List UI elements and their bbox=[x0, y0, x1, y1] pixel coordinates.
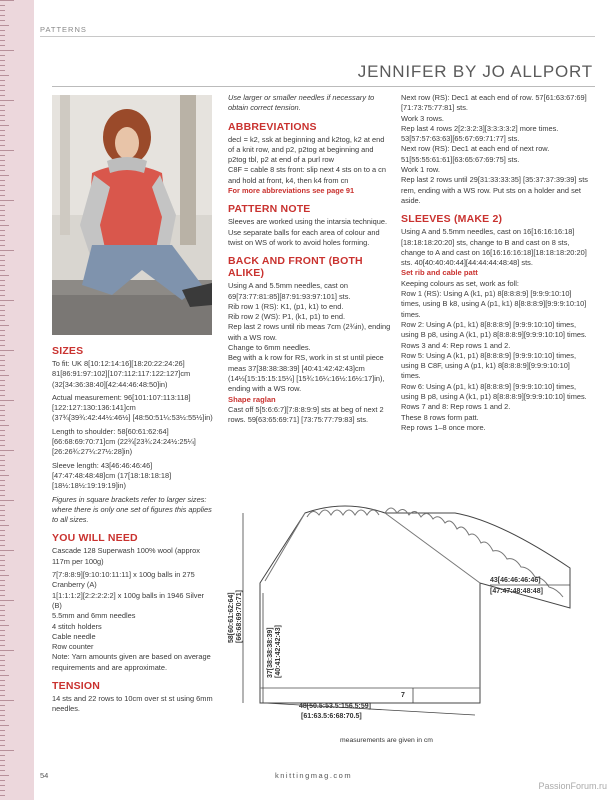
ruler-tick bbox=[0, 465, 5, 466]
ruler-tick bbox=[0, 630, 5, 631]
ruler-tick bbox=[0, 715, 5, 716]
ruler-tick bbox=[0, 35, 5, 36]
ruler-tick bbox=[0, 480, 5, 481]
holders-text: 4 stitch holders bbox=[52, 621, 102, 631]
ruler-tick bbox=[0, 425, 9, 426]
ruler-tick bbox=[0, 230, 5, 231]
keeping-colours: Keeping colours as set, work as foll: bbox=[401, 278, 519, 288]
sleeve-rows-7-8: Rows 7 and 8: Rep rows 1 and 2. bbox=[401, 402, 511, 412]
ruler-tick bbox=[0, 705, 5, 706]
ruler-tick bbox=[0, 645, 5, 646]
ruler-tick bbox=[0, 145, 5, 146]
ruler-tick bbox=[0, 575, 9, 576]
ruler-tick bbox=[0, 310, 5, 311]
ruler-tick bbox=[0, 655, 5, 656]
ruler-tick bbox=[0, 170, 5, 171]
section-header: PATTERNS bbox=[40, 25, 87, 34]
ruler-tick bbox=[0, 770, 5, 771]
ruler-tick bbox=[0, 410, 5, 411]
ruler-tick bbox=[0, 615, 5, 616]
ruler-tick bbox=[0, 745, 5, 746]
ruler-tick bbox=[0, 80, 5, 81]
ruler-tick bbox=[0, 710, 5, 711]
title-divider bbox=[52, 86, 595, 87]
ruler-tick bbox=[0, 720, 5, 721]
yarn-b-text: 1[1:1:1:2][2:2:2:2:2] x 100g balls in 1946 Silver (B) bbox=[52, 590, 205, 610]
yarn-a-text: 7[7:8:8:9][9:10:10:11:11] x 100g balls in 275 Cranberry (A) bbox=[52, 570, 195, 590]
ruler-tick bbox=[0, 505, 5, 506]
ruler-tick bbox=[0, 730, 5, 731]
ruler-tick bbox=[0, 785, 5, 786]
ruler-tick bbox=[0, 295, 5, 296]
ruler-tick bbox=[0, 350, 14, 351]
ruler-tick bbox=[0, 765, 5, 766]
back-and-front-heading: BACK AND FRONT (BOTH ALIKE) bbox=[228, 255, 363, 280]
ruler-tick bbox=[0, 790, 5, 791]
more-abbreviations-link[interactable]: For more abbreviations see page 91 bbox=[228, 186, 355, 196]
abbr-decl: decl = k2, ssk at beginning and k2tog, k2 at end of a knit row, and p2, p2tog at beginning and p2tog tbl, p2 at end of a purl row bbox=[228, 134, 385, 165]
rep-4-rows: Rep last 4 rows 2[2:3:2:3][3:3:3:3:2] more times. 53[57:57:63:63][65:67:69:71:77] sts. bbox=[401, 123, 559, 144]
ruler-tick bbox=[0, 245, 5, 246]
neck-cable-scallop bbox=[307, 510, 379, 517]
ruler-tick bbox=[0, 105, 5, 106]
sleeve-cast-on: Using A and 5.5mm needles, cast on 16[16:16:16:18][18:18:18:20:20] sts, change to B and cast on 8 sts, change to A and cast on 16[16:16:16:18][18:18:18:20:20] sts. 40[40:40:40:44][44:44:44:48:48] sts. bbox=[401, 227, 587, 268]
ruler-tick bbox=[0, 500, 14, 501]
ruler-tick bbox=[0, 315, 5, 316]
yarn-text: Cascade 128 Superwash 100% wool (approx 117m per 100g) bbox=[52, 546, 200, 566]
ruler-tick bbox=[0, 570, 5, 571]
ruler-tick bbox=[0, 430, 5, 431]
row-counter-text: Row counter bbox=[52, 642, 94, 652]
ruler-tick bbox=[0, 235, 5, 236]
ruler-tick bbox=[0, 50, 14, 51]
ruler-tick bbox=[0, 550, 14, 551]
body-length-label: 37[38:38:38:39] bbox=[267, 627, 274, 678]
ruler-tick bbox=[0, 150, 14, 151]
ruler-tick bbox=[0, 345, 5, 346]
cable-needle-text: Cable needle bbox=[52, 631, 96, 641]
work-1-row: Work 1 row. bbox=[401, 165, 440, 175]
ruler-tick bbox=[0, 365, 5, 366]
needles-text: 5.5mm and 6mm needles bbox=[52, 611, 136, 621]
sleeve-length-text: Sleeve length: 43[46:46:46:46] [47:47:48:48:48]cm (17[18:18:18:18] [18½:18½:19:19:19]in) bbox=[52, 460, 172, 491]
back-cast-on: Using A and 5.5mm needles, cast on 69[73:77:81:85][87:91:93:97:101] sts. bbox=[228, 281, 351, 301]
ruler-tick bbox=[0, 10, 5, 11]
ruler-tick bbox=[0, 300, 14, 301]
ruler-tick bbox=[0, 75, 9, 76]
ruler-tick bbox=[0, 120, 5, 121]
ruler-tick bbox=[0, 385, 5, 386]
rib-row-1: Rib row 1 (RS): K1, (p1, k1) to end. bbox=[228, 301, 344, 311]
ruler-tick bbox=[0, 45, 5, 46]
ruler-tick bbox=[0, 180, 5, 181]
sizes-heading: SIZES bbox=[52, 345, 84, 357]
ruler-tick bbox=[0, 640, 5, 641]
ruler-tick bbox=[0, 355, 5, 356]
rep-rows: Rep rows 1–8 once more. bbox=[401, 422, 486, 432]
ruler-tick bbox=[0, 590, 5, 591]
ruler-tick bbox=[0, 20, 5, 21]
ruler-tick bbox=[0, 625, 9, 626]
schematic-caption: measurements are given in cm bbox=[340, 737, 433, 744]
ruler-tick bbox=[0, 210, 5, 211]
ruler-tick bbox=[0, 5, 5, 6]
set-rib-heading: Set rib and cable patt bbox=[401, 268, 478, 278]
ruler-tick bbox=[0, 680, 5, 681]
pattern-note-text: Sleeves are worked using the intarsia technique. Use separate balls for each area of colour and twist on WS of work to avoid holes forming. bbox=[228, 217, 387, 247]
ruler-tick bbox=[0, 240, 5, 241]
ruler-tick bbox=[0, 620, 5, 621]
ruler-tick bbox=[0, 685, 5, 686]
st-st-text: Beg with a k row for RS, work in st st until piece meas 37[38:38:38:39] [40:41:42:42:43]cm (14½[15:15:15:15¼] [15¾:16¼:16½:16½:17]in), ending with a WS row. bbox=[228, 353, 385, 394]
ruler-tick bbox=[0, 265, 5, 266]
ruler-tick bbox=[0, 395, 5, 396]
ruler-tick bbox=[0, 580, 5, 581]
ruler-tick bbox=[0, 110, 5, 111]
ruler-tick bbox=[0, 650, 14, 651]
ruler-tick bbox=[0, 340, 5, 341]
ruler-tick bbox=[0, 445, 5, 446]
ruler-tick bbox=[0, 600, 14, 601]
ruler-tick bbox=[0, 30, 5, 31]
ruler-tick bbox=[0, 775, 9, 776]
ruler-tick bbox=[0, 545, 5, 546]
ruler-tick bbox=[0, 415, 5, 416]
rep-2-rows: Rep last 2 rows until 29[31:33:33:35] [35:37:37:39:39] sts rem, ending with a WS row. Put sts on a holder and set aside. bbox=[401, 175, 588, 205]
ruler-tick bbox=[0, 700, 14, 701]
sleeve-row-6: Row 6: Using A (p1, k1) 8[8:8:8:9] [9:9:9:10:10] times, using B p8, using A (k1, p1) 8[8:8:8:9][9:9:9:10:10] times. bbox=[401, 381, 587, 402]
ruler-tick bbox=[0, 325, 9, 326]
ruler-tick bbox=[0, 735, 5, 736]
middle-column bbox=[228, 93, 391, 428]
ruler-tick bbox=[0, 55, 5, 56]
ruler-tick bbox=[0, 90, 5, 91]
ruler-tick bbox=[0, 160, 5, 161]
ruler-tick bbox=[0, 475, 9, 476]
ruler-tick bbox=[0, 760, 5, 761]
pattern-title: JENNIFER BY JO ALLPORT bbox=[357, 62, 593, 81]
ruler-tick bbox=[0, 540, 5, 541]
ruler-tick bbox=[0, 435, 5, 436]
ruler-tick bbox=[0, 70, 5, 71]
shape-raglan-text: Cast off 5[5:6:6:7][7:8:8:9:9] sts at beg of next 2 rows. 59[63:65:69:71] [73:75:77:79:83] sts. bbox=[228, 404, 384, 425]
ruler-tick bbox=[0, 510, 5, 511]
ruler-tick bbox=[0, 275, 9, 276]
ruler-tick bbox=[0, 670, 5, 671]
ruler-tick bbox=[0, 330, 5, 331]
ruler-tick bbox=[0, 660, 5, 661]
ruler-tick bbox=[0, 635, 5, 636]
ruler-tick bbox=[0, 95, 5, 96]
ruler-tick bbox=[0, 595, 5, 596]
ruler-tick bbox=[0, 460, 5, 461]
ruler-tick bbox=[0, 85, 5, 86]
ruler-tick bbox=[0, 40, 5, 41]
ruler-tick bbox=[0, 665, 5, 666]
ruler-tick bbox=[0, 185, 5, 186]
ruler-tick bbox=[0, 215, 5, 216]
ruler-tick bbox=[0, 60, 5, 61]
tension-text: 14 sts and 22 rows to 10cm over st st using 6mm needles. bbox=[52, 694, 213, 714]
ruler-tick bbox=[0, 250, 14, 251]
ruler-tick bbox=[0, 205, 5, 206]
pattern-note-heading: PATTERN NOTE bbox=[228, 203, 311, 216]
sleeve-row-5: Row 5: Using A (k1, p1) 8[8:8:8:9] [9:9:9:10:10] times, using B C8F, using A (p1, k1) 8[8:8:8:9][9:9:9:10:10] times. bbox=[401, 350, 577, 381]
rib-repeat: Rep last 2 rows until rib meas 7cm (2¾in), ending with a WS row. bbox=[228, 322, 391, 342]
sleeve-label-2: [47:47:48:48:48] bbox=[490, 588, 543, 595]
ruler-tick bbox=[0, 370, 5, 371]
ruler-tick bbox=[0, 320, 5, 321]
yarn-note: Note: Yarn amounts given are based on average requirements and are approximate. bbox=[52, 652, 211, 672]
change-needles: Change to 6mm needles. bbox=[228, 343, 311, 353]
sizes-note: Figures in square brackets refer to larger sizes: where there is only one set of figures this applies to all sizes. bbox=[52, 494, 212, 525]
sleeve-row-1: Row 1 (RS): Using A (k1, p1) 8[8:8:8:9] [9:9:9:10:10] times, using B k8, using A (p1, k1) 8[8:8:8:9][9:9:9:10:10] times. bbox=[401, 289, 587, 319]
ruler-tick bbox=[0, 115, 5, 116]
left-column bbox=[52, 345, 214, 718]
ruler-tick bbox=[0, 195, 5, 196]
ruler-tick bbox=[0, 260, 5, 261]
right-column bbox=[401, 93, 591, 433]
ruler-tick bbox=[0, 175, 9, 176]
ruler-tick bbox=[0, 795, 5, 796]
needles-note: Use larger or smaller needles if necessary to obtain correct tension. bbox=[228, 93, 375, 113]
ruler-tick bbox=[0, 190, 5, 191]
rib-label: 7 bbox=[401, 692, 405, 699]
page-number: 54 bbox=[40, 771, 49, 780]
ruler-tick bbox=[0, 675, 9, 676]
width-label: 48[50.5:53.5:156.5:59] bbox=[299, 703, 371, 710]
ruler-tick bbox=[0, 360, 5, 361]
ruler-tick bbox=[0, 515, 5, 516]
ruler-tick bbox=[0, 605, 5, 606]
ruler-tick bbox=[0, 140, 5, 141]
ruler-tick bbox=[0, 565, 5, 566]
ruler-tick bbox=[0, 755, 5, 756]
width-label-2: [61:63.5:6:68:70.5] bbox=[301, 713, 362, 720]
length-to-shoulder-text: Length to shoulder: 58[60:61:62:64] [66:68:69:70:71]cm (22¾[23¾:24:24½:25¼] [26:26¾:27¼:27½:28]in) bbox=[52, 426, 196, 457]
ruler-tick bbox=[0, 560, 5, 561]
ruler-tick bbox=[0, 25, 9, 26]
shape-raglan-heading: Shape raglan bbox=[228, 394, 276, 404]
work-3-rows: Work 3 rows. bbox=[401, 113, 444, 123]
ruler-tick bbox=[0, 695, 5, 696]
ruler-tick bbox=[0, 400, 14, 401]
ruler-tick bbox=[0, 725, 9, 726]
header-divider bbox=[40, 36, 595, 37]
ruler-tick bbox=[0, 490, 5, 491]
ruler-tick bbox=[0, 135, 5, 136]
ruler-tick bbox=[0, 130, 5, 131]
ruler-tick bbox=[0, 100, 14, 101]
sweater-schematic bbox=[225, 493, 595, 755]
sleeves-heading: SLEEVES (MAKE 2) bbox=[401, 213, 503, 226]
ruler-tick bbox=[0, 305, 5, 306]
ruler-tick bbox=[0, 155, 5, 156]
ruler-tick bbox=[0, 455, 5, 456]
site-url[interactable]: knittingmag.com bbox=[275, 771, 353, 780]
ruler-tick bbox=[0, 585, 5, 586]
ruler-tick bbox=[0, 450, 14, 451]
abbr-c8f: C8F = cable 8 sts front: slip next 4 sts on to a cn and hold at front, k4, then k4 from cn bbox=[228, 165, 386, 185]
ruler-tick bbox=[0, 220, 5, 221]
ruler-tick bbox=[0, 165, 5, 166]
ruler-tick bbox=[0, 485, 5, 486]
length-label-2: [66:68:69:70:71] bbox=[236, 590, 243, 643]
body-length-label-2: [40:41:42:42:43] bbox=[275, 625, 282, 678]
ruler-tick bbox=[0, 335, 5, 336]
actual-measurement-text: Actual measurement: 96[101:107:113:118] [122:127:130:136:141]cm (37¾[39¾:42:44½:46½] [48:50:51¼:53½:55½]in) bbox=[52, 392, 213, 423]
ruler-tick bbox=[0, 525, 9, 526]
ruler-tick bbox=[0, 255, 5, 256]
ruler-tick bbox=[0, 65, 5, 66]
ruler-tick bbox=[0, 125, 9, 126]
to-fit-text: To fit: UK 8[10:12:14:16][18:20:22:24:26] 81[86:91:97:102][107:112:117:122:127]cm (32[34:36:38:40][42:44:46:48:50]in) bbox=[52, 359, 191, 389]
ruler-tick bbox=[0, 780, 5, 781]
ruler-tick bbox=[0, 535, 5, 536]
ruler-tick bbox=[0, 15, 5, 16]
next-row-2: Next row (RS): Dec1 at each end of next row. 51[55:55:61:61][63:65:67:69:75] sts. bbox=[401, 144, 550, 164]
you-will-need-heading: YOU WILL NEED bbox=[52, 532, 138, 545]
patt-formed: These 8 rows form patt. bbox=[401, 412, 479, 422]
rib-row-2: Rib row 2 (WS): P1, (k1, p1) to end. bbox=[228, 312, 346, 322]
sleeve-row-2: Row 2: Using A (p1, k1) 8[8:8:8:9] [9:9:9:10:10] times, using B p8, using A (k1, p1) 8[8:8:8:9][9:9:9:10:10] times. bbox=[401, 319, 587, 340]
ruler-tick bbox=[0, 750, 14, 751]
ruler-tick bbox=[0, 405, 5, 406]
ruler-tick bbox=[0, 285, 5, 286]
watermark: PassionForum.ru bbox=[538, 781, 607, 791]
sleeve-rows-3-4: Rows 3 and 4: Rep rows 1 and 2. bbox=[401, 340, 511, 350]
ruler-tick bbox=[0, 290, 5, 291]
ruler-tick bbox=[0, 270, 5, 271]
tension-heading: TENSION bbox=[52, 680, 101, 693]
ruler-tick bbox=[0, 495, 5, 496]
length-label: 58[60:61:62:64] bbox=[228, 592, 235, 643]
ruler-tick bbox=[0, 280, 5, 281]
ruler-tick bbox=[0, 375, 9, 376]
ruler-tick bbox=[0, 390, 5, 391]
model-photo bbox=[52, 95, 212, 335]
abbreviations-heading: ABBREVIATIONS bbox=[228, 120, 317, 133]
ruler-tick bbox=[0, 690, 5, 691]
next-row-1: Next row (RS): Dec1 at each end of row. 57[61:63:67:69][71:73:75:77:81] sts. bbox=[401, 93, 587, 113]
ruler-tick bbox=[0, 440, 5, 441]
ruler-tick bbox=[0, 555, 5, 556]
sleeve-label: 43[46:46:46:46] bbox=[490, 577, 541, 584]
ruler-tick bbox=[0, 380, 5, 381]
ruler-tick bbox=[0, 520, 5, 521]
ruler-tick bbox=[0, 420, 5, 421]
ruler-tick bbox=[0, 0, 14, 1]
ruler-tick bbox=[0, 200, 14, 201]
ruler-tick bbox=[0, 225, 9, 226]
measuring-tape-ruler bbox=[0, 0, 34, 800]
ruler-tick bbox=[0, 470, 5, 471]
ruler-tick bbox=[0, 530, 5, 531]
ruler-tick bbox=[0, 740, 5, 741]
ruler-tick bbox=[0, 610, 5, 611]
